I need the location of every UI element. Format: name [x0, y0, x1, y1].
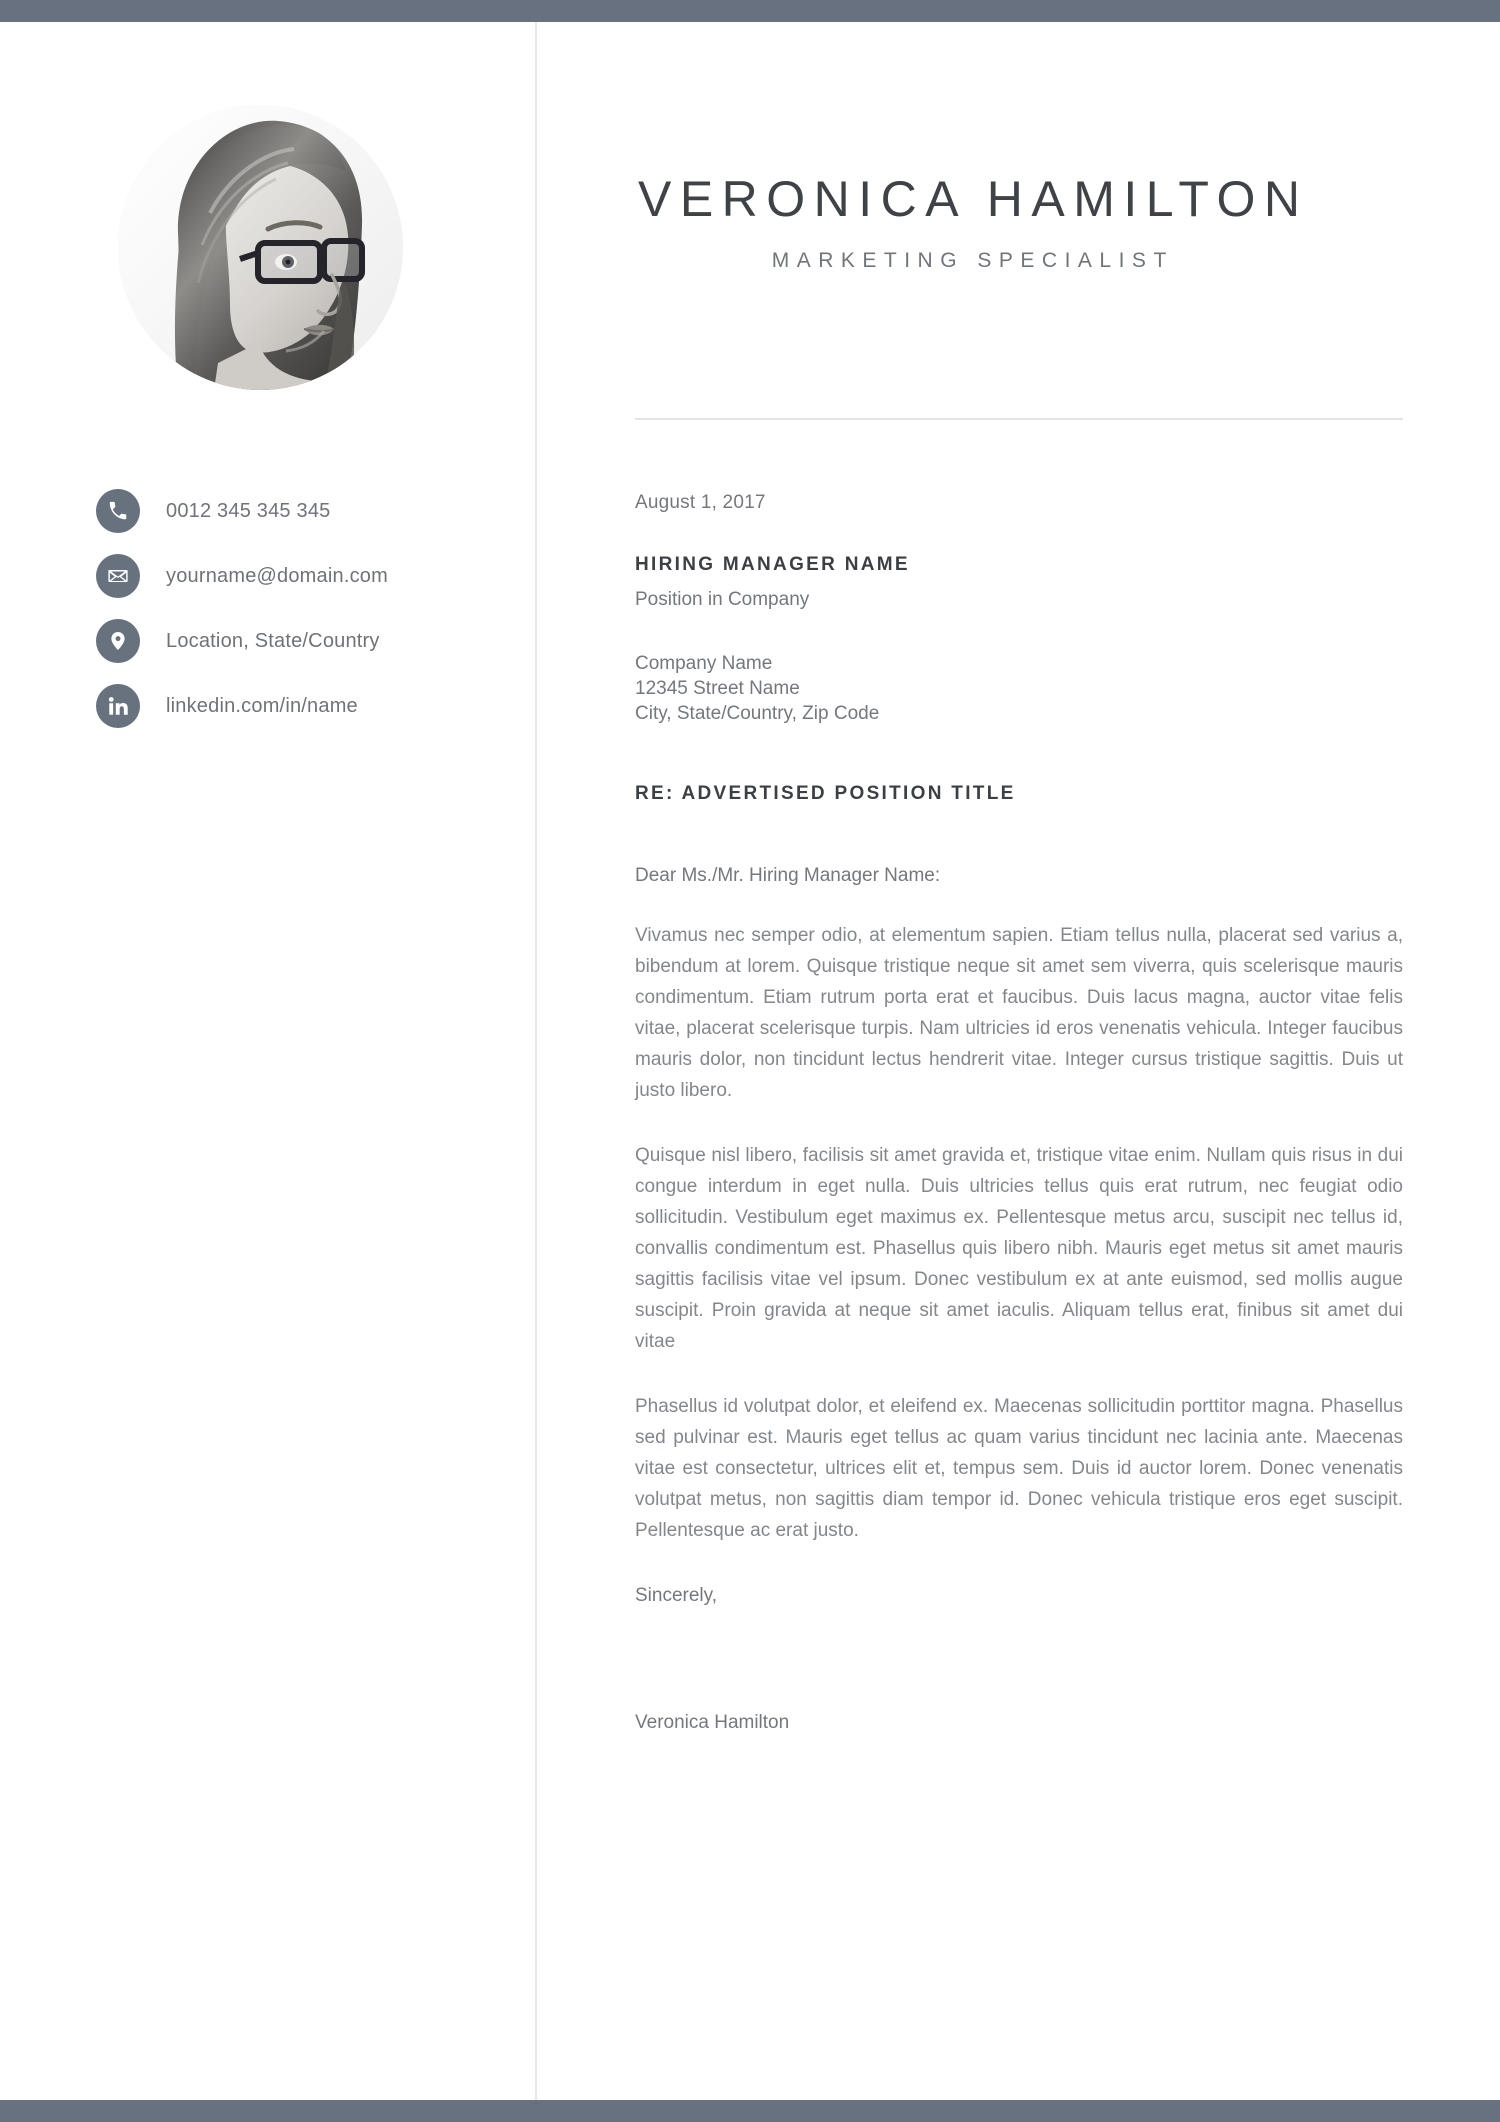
recipient-name: HIRING MANAGER NAME: [635, 554, 910, 575]
sidebar: [0, 22, 535, 2100]
contact-item-email[interactable]: [96, 554, 516, 598]
company-address-block: [635, 651, 1403, 726]
location-pin-icon: [96, 619, 140, 663]
job-title: MARKETING SPECIALIST: [771, 249, 1174, 272]
contact-item-linkedin[interactable]: [96, 684, 516, 728]
contact-item-phone[interactable]: [96, 489, 516, 533]
linkedin-icon: [96, 684, 140, 728]
contact-label-location: Location, State/Country: [166, 629, 380, 652]
bottom-accent-band: [0, 2100, 1500, 2122]
contact-label-linkedin: linkedin.com/in/name: [166, 694, 358, 717]
header-divider: [635, 418, 1403, 420]
phone-icon: [96, 489, 140, 533]
contact-list: [96, 489, 516, 749]
name-header: [535, 172, 1403, 273]
contact-label-phone: 0012 345 345 345: [166, 499, 331, 522]
contact-label-email: yourname@domain.com: [166, 564, 388, 587]
subject-line: RE: ADVERTISED POSITION TITLE: [635, 783, 1016, 805]
contact-item-location[interactable]: [96, 619, 516, 663]
letter-content: [535, 22, 1500, 2100]
company-street: 12345 Street Name: [635, 678, 800, 700]
body-paragraph-3: Phasellus id volutpat dolor, et eleifend ex. Maecenas sollicitudin porttitor magna. Phasellus sed pulvinar est. Mauris eget tellus ac quam varius tincidunt nec lacinia ante. Maecenas vitae est consectetur, ultrices elit et, tempus sem. Duis id auctor lorem. Donec venenatis volutpat metus, non sagittis diam tempor id. Donec vehicula tristique eros eget suscipit. Pellentesque ac erat justo.: [635, 1395, 1403, 1541]
recipient-position: Position in Company: [635, 589, 810, 610]
salutation: Dear Ms./Mr. Hiring Manager Name:: [635, 865, 941, 887]
envelope-icon: [96, 554, 140, 598]
body-paragraph-1: Vivamus nec semper odio, at elementum sapien. Etiam tellus nulla, placerat sed varius a, bibendum at lorem. Quisque tristique neque sit amet sem viverra, quis scelerisque mauris condimentum. Etiam rutrum porta erat et faucibus. Duis lacus magna, auctor vitae felis vitae, placerat scelerisque turpis. Nam ultricies id eros venenatis vehicula. Integer faucibus mauris dolor, non tincidunt lectus hendrerit vitae. Integer cursus tristique sagittis. Duis ut justo libero.: [635, 925, 1403, 1102]
top-accent-band: [0, 0, 1500, 22]
letter-date: August 1, 2017: [635, 492, 766, 513]
signature-name: Veronica Hamilton: [635, 1711, 790, 1733]
recipient-block: [635, 554, 1403, 611]
body-paragraph-2: Quisque nisl libero, facilisis sit amet gravida et, tristique vitae enim. Nullam quis risus in dui congue interdum in eget nulla. Duis ultricies tellus quis erat rutrum, nec feugiat odio sollicitudin. Vestibulum eget maximus ex. Pellentesque metus arcu, suscipit nec tellus id, convallis condimentum est. Phasellus quis libero nibh. Mauris eget metus sit amet mauris sagittis facilisis vitae vel ipsum. Donec vestibulum ex at ante euismod, sed mollis augue suscipit. Proin gravida at neque sit amet iaculis. Aliquam tellus erat, finibus sit amet dui vitae: [635, 1145, 1403, 1352]
company-name: Company Name: [635, 653, 773, 674]
company-city: City, State/Country, Zip Code: [635, 703, 880, 725]
avatar: [118, 105, 403, 390]
page-title: VERONICA HAMILTON: [637, 171, 1309, 227]
closing: Sincerely,: [635, 1584, 718, 1606]
letter-body: [635, 492, 1403, 1734]
